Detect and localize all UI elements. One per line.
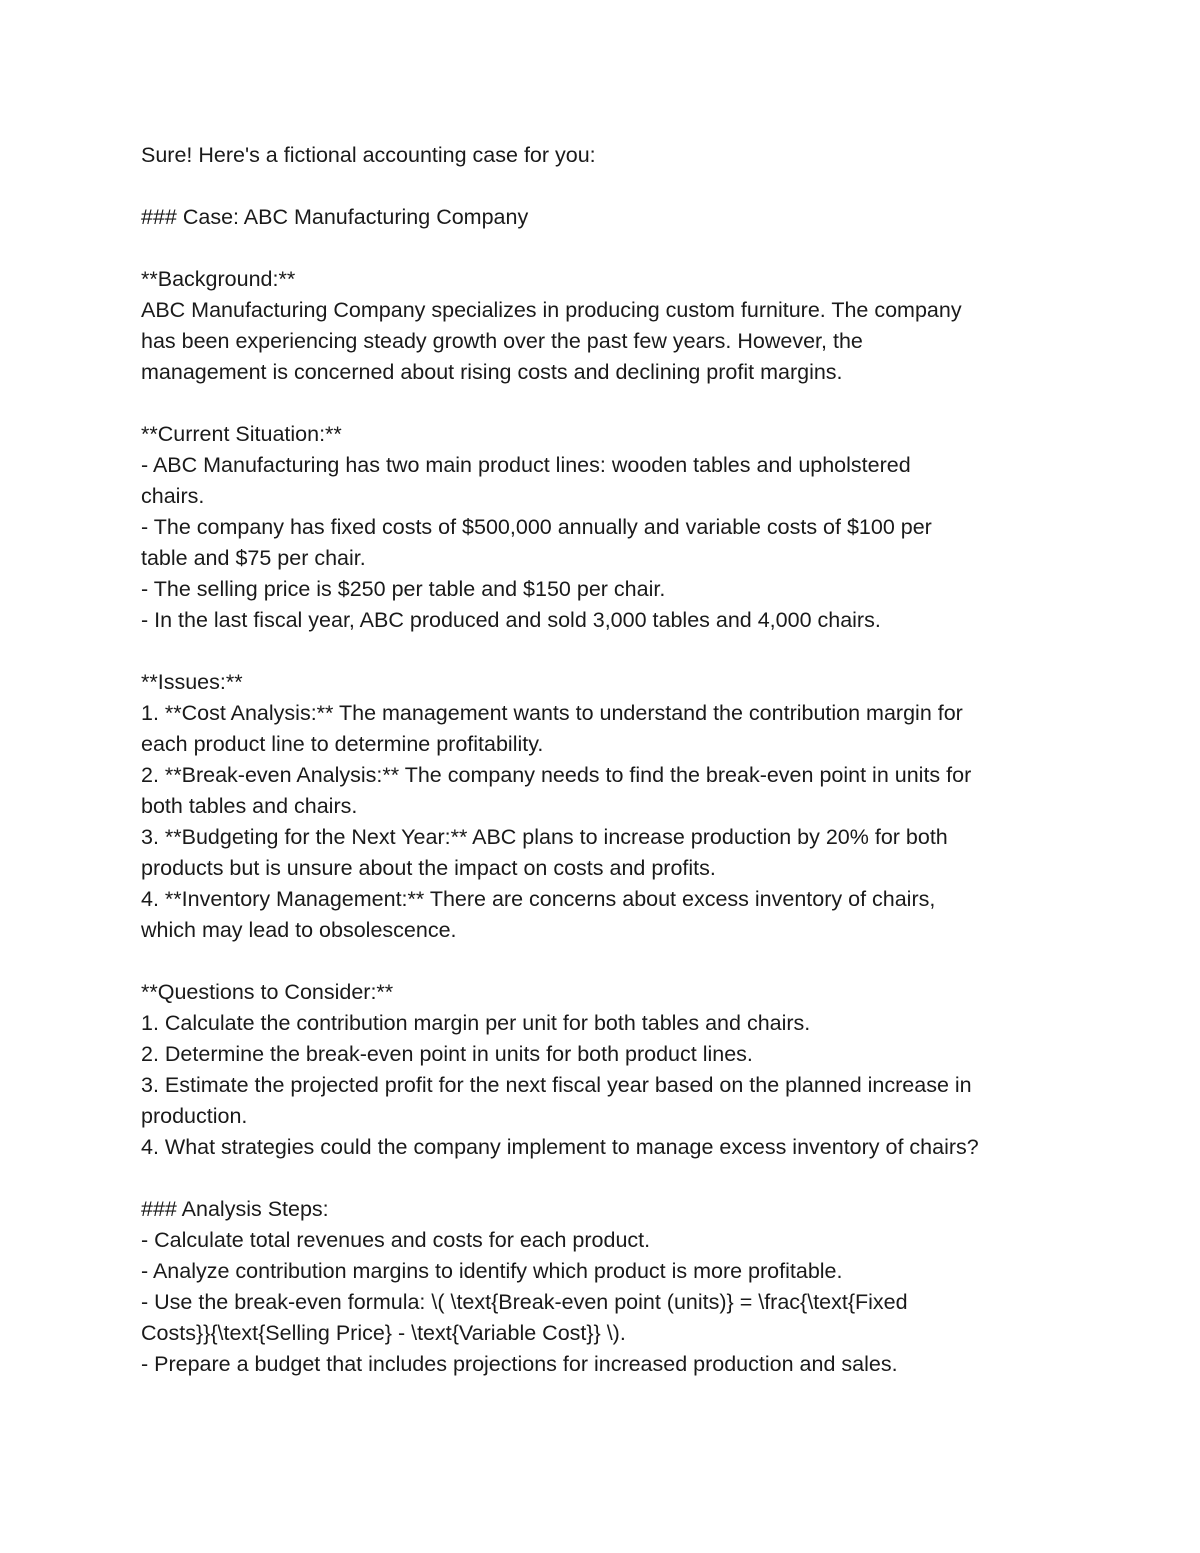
background-text-line: ABC Manufacturing Company specializes in producing custom furniture. The company [141,298,962,322]
situation-item-line: - In the last fiscal year, ABC produced and sold 3,000 tables and 4,000 chairs. [141,608,881,632]
issue-item-line: 3. **Budgeting for the Next Year:** ABC plans to increase production by 20% for both [141,825,948,849]
question-item-line: 3. Estimate the projected profit for the next fiscal year based on the planned increase in [141,1073,972,1097]
question-item-line: production. [141,1104,248,1128]
case-heading: ### Case: ABC Manufacturing Company [141,205,529,229]
intro-line: Sure! Here's a fictional accounting case for you: [141,143,596,167]
blank-line [141,233,1141,264]
blank-line [141,946,1141,977]
analysis-step-line: - Prepare a budget that includes projections for increased production and sales. [141,1352,898,1376]
blank-line [141,388,1141,419]
analysis-step-line: - Calculate total revenues and costs for each product. [141,1228,651,1252]
background-text-line: has been experiencing steady growth over the past few years. However, the [141,329,863,353]
issue-item-line: 2. **Break-even Analysis:** The company needs to find the break-even point in units for [141,763,972,787]
issue-item-line: each product line to determine profitability. [141,732,544,756]
issue-item-line: 4. **Inventory Management:** There are concerns about excess inventory of chairs, [141,887,936,911]
issue-item-line: which may lead to obsolescence. [141,918,457,942]
issue-item-line: products but is unsure about the impact on costs and profits. [141,856,716,880]
situation-item-line: - The company has fixed costs of $500,000 annually and variable costs of $100 per [141,515,932,539]
blank-line [141,636,1141,667]
background-text-line: management is concerned about rising costs and declining profit margins. [141,360,843,384]
background-heading: **Background:** [141,267,296,291]
document-body [141,140,1141,1380]
question-item-line: 4. What strategies could the company implement to manage excess inventory of chairs? [141,1135,979,1159]
situation-item-line: chairs. [141,484,205,508]
question-item-line: 1. Calculate the contribution margin per unit for both tables and chairs. [141,1011,811,1035]
question-item-line: 2. Determine the break-even point in units for both product lines. [141,1042,753,1066]
issue-item-line: both tables and chairs. [141,794,358,818]
situation-item-line: - The selling price is $250 per table and $150 per chair. [141,577,666,601]
blank-line [141,1163,1141,1194]
issue-item-line: 1. **Cost Analysis:** The management wants to understand the contribution margin for [141,701,963,725]
questions-heading: **Questions to Consider:** [141,980,394,1004]
current-situation-heading: **Current Situation:** [141,422,342,446]
analysis-step-line: - Analyze contribution margins to identify which product is more profitable. [141,1259,843,1283]
blank-line [141,171,1141,202]
analysis-step-line: Costs}}{\text{Selling Price} - \text{Variable Cost}} \). [141,1321,626,1345]
situation-item-line: - ABC Manufacturing has two main product lines: wooden tables and upholstered [141,453,911,477]
issues-heading: **Issues:** [141,670,243,694]
situation-item-line: table and $75 per chair. [141,546,366,570]
analysis-steps-heading: ### Analysis Steps: [141,1197,329,1221]
analysis-step-line: - Use the break-even formula: \( \text{Break-even point (units)} = \frac{\text{Fixed [141,1290,908,1314]
